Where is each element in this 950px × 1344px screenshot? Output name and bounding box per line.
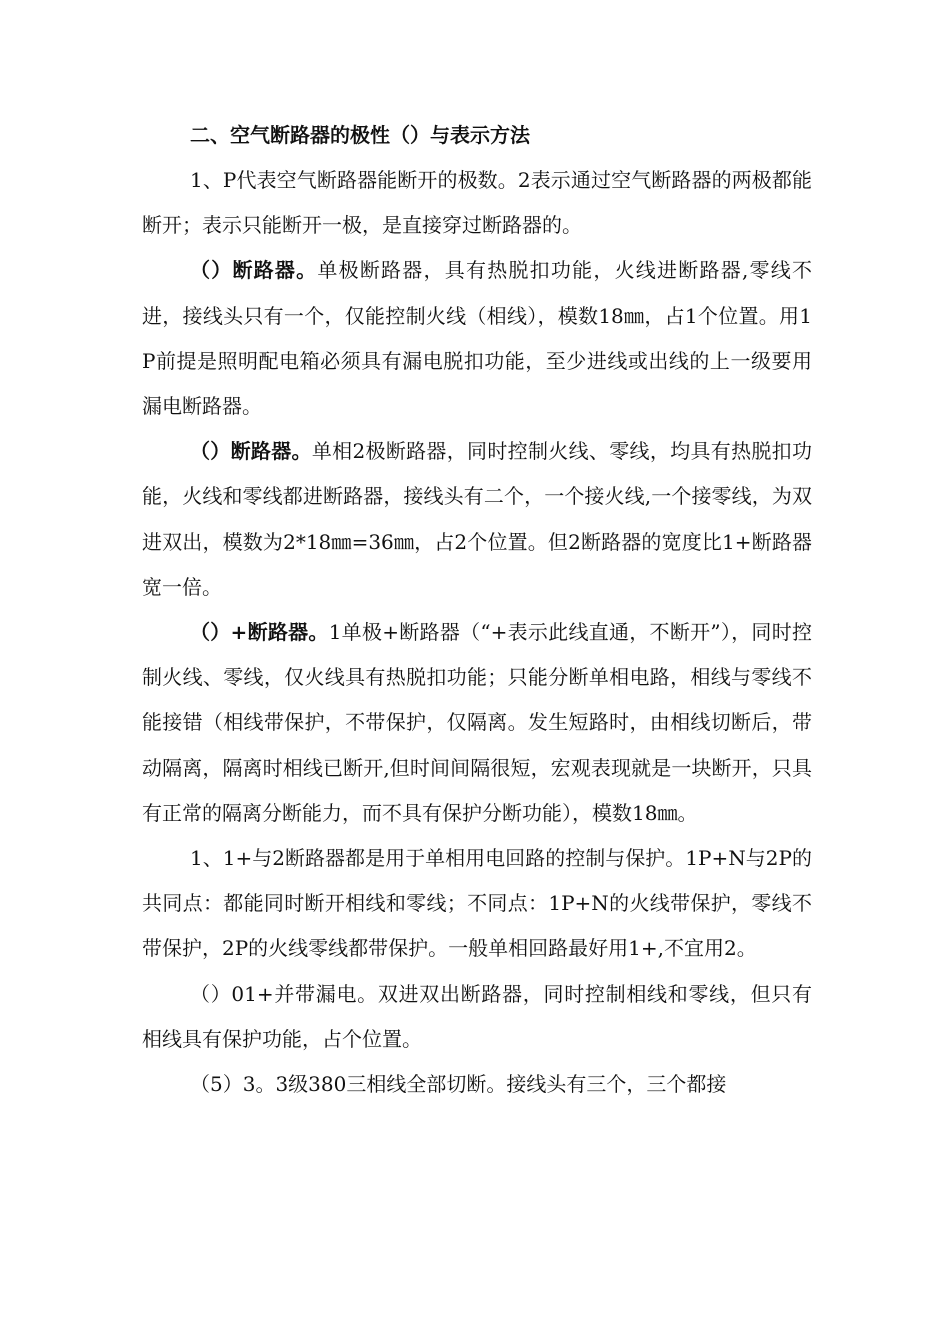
paragraph-4 [142,610,812,836]
paragraph-1 [142,158,812,248]
paragraph-5 [142,836,812,972]
paragraph-1-text: 1、P代表空气断路器能断开的极数。2表示通过空气断路器的两极都能断开；表示只能断开一极，是直接穿过断路器的。 [142,168,812,238]
paragraph-4-lead: （）+断路器。 [190,620,329,645]
paragraph-4-text: 1单极+断路器（“+表示此线直通，不断开”），同时控制火线、零线，仅火线具有热脱扣功能；只能分断单相电路，相线与零线不能接错（相线带保护，不带保护，仅隔离。发生短路时，由相线切断后，带动隔离，隔离时相线已断开,但时间间隔很短，宏观表现就是一块断开，只具有正常的隔离分断能力，而不具有保护分断功能），模数18㎜。 [142,620,812,825]
paragraph-2-lead: （）断路器。 [190,258,318,283]
paragraph-6 [142,972,812,1062]
paragraph-2-text: 单极断路器，具有热脱扣功能，火线进断路器,零线不进，接线头只有一个，仅能控制火线（相线），模数18㎜，占1个位置。用1P前提是照明配电箱必须具有漏电脱扣功能，至少进线或出线的上一级要用漏电断路器。 [142,258,812,419]
section-heading: 二、空气断路器的极性（）与表示方法 [190,123,530,147]
paragraph-3-lead: （）断路器。 [190,439,312,464]
paragraph-6-text: （）01+并带漏电。双进双出断路器，同时控制相线和零线，但只有相线具有保护功能，占个位置。 [142,981,812,1051]
document-page [142,112,812,1107]
paragraph-5-text: 1、1+与2断路器都是用于单相用电回路的控制与保护。1P+N与2P的共同点：都能同时断开相线和零线；不同点：1P+N的火线带保护，零线不带保护，2P的火线零线都带保护。一般单相回路最好用1+,不宜用2。 [142,846,812,961]
paragraph-7-text: （5）3。3级380三相线全部切断。接线头有三个，三个都接 [190,1072,727,1097]
paragraph-3-text: 单相2极断路器，同时控制火线、零线，均具有热脱扣功能，火线和零线都进断路器，接线头有二个，一个接火线,一个接零线，为双进双出，模数为2*18㎜=36㎜，占2个位置。但2断路器的宽度比1+断路器宽一倍。 [142,439,812,599]
paragraph-2 [142,248,812,429]
paragraph-3 [142,429,812,610]
paragraph-7 [142,1062,812,1107]
